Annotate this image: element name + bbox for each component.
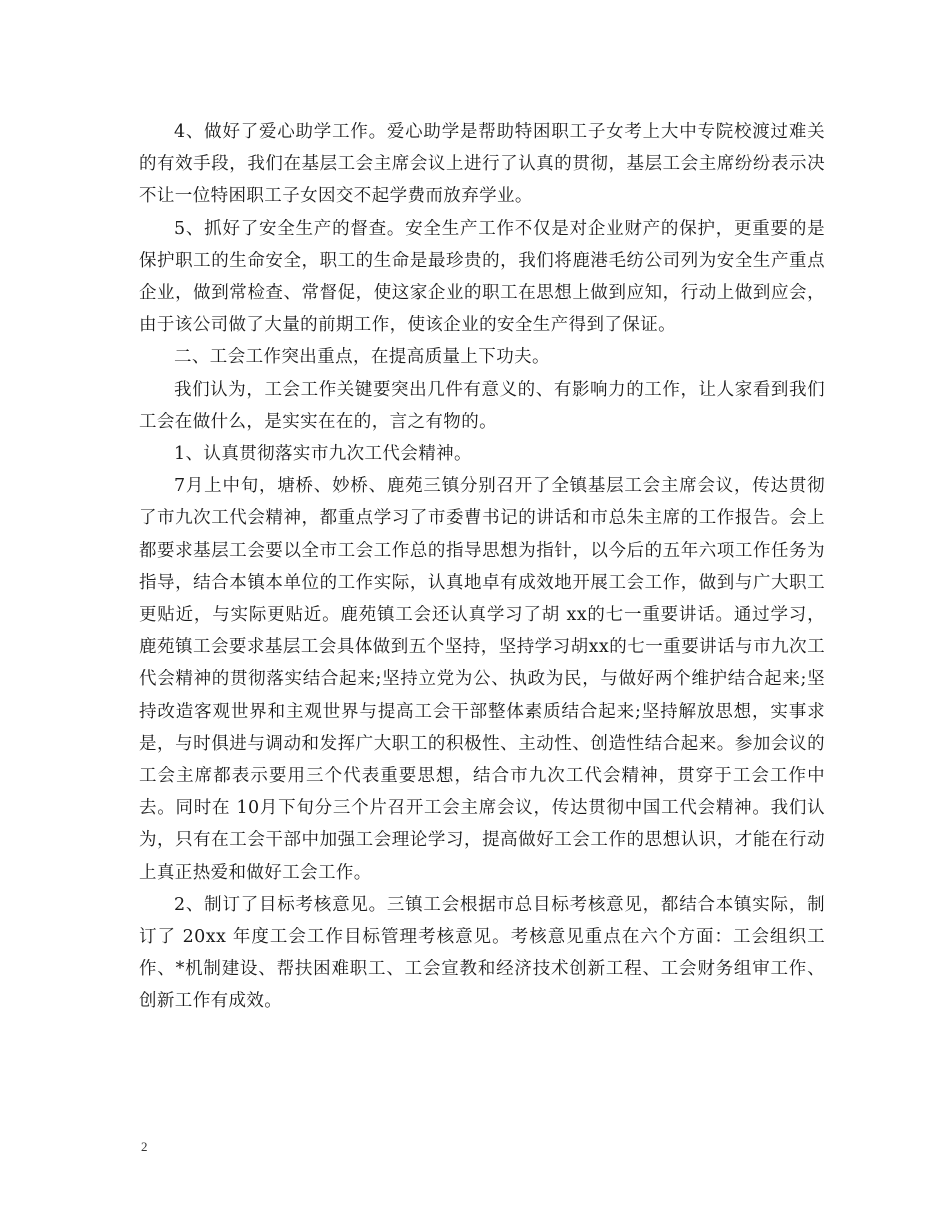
- paragraph-item-congress-spirit: 1、认真贯彻落实市九次工代会精神。: [174, 444, 472, 465]
- paragraph-july-meetings: 7月上中旬，塘桥、妙桥、鹿苑三镇分别召开了全镇基层工会主席会议，传达贯彻了市九次工代会精神，都重点学习了市委曹书记的讲话和市总朱主席的工作报告。会上都要求基层工会要以全市工会工作总的指导思想为指针，以今后的五年六项工作任务为指导，结合本镇本单位的工作实际，认真地卓有成效地开展工会工作，做到与广大职工更贴近，与实际更贴近。鹿苑镇工会还认真学习了胡 xx的七一重要讲话。通过学习，鹿苑镇工会要求基层工会具体做到五个坚持，坚持学习胡xx的七一重要讲话与市九次工代会精神的贯彻落实结合起来;坚持立党为公、执政为民，与做好两个维护结合起来;坚持改造客观世界和主观世界与提高工会干部整体素质结合起来;坚持解放思想，实事求是，与时俱进与调动和发挥广大职工的积极性、主动性、创造性结合起来。参加会议的工会主席都表示要用三个代表重要思想，结合市九次工代会精神，贯穿于工会工作中去。同时在 10月下旬分三个片召开工会主席会议，传达贯彻中国工代会精神。我们认为，只有在工会干部中加强工会理论学习，提高做好工会工作的思想认识，才能在行动上真正热爱和做好工会工作。: [139, 476, 825, 883]
- page-number: 2: [141, 1139, 148, 1154]
- section-heading-key-work: 二、工会工作突出重点，在提高质量上下功夫。: [174, 347, 550, 368]
- paragraph-student-aid: 4、做好了爱心助学工作。爱心助学是帮助特困职工子女考上大中专院校渡过难关的有效手段，我们在基层工会主席会议上进行了认真的贯彻，基层工会主席纷纷表示决不让一位特困职工子女因交不起学费而放弃学业。: [139, 122, 825, 207]
- document-body: [139, 116, 825, 1018]
- paragraph-key-work-intro: 我们认为，工会工作关键要突出几件有意义的、有影响力的工作，让人家看到我们工会在做什么，是实实在在的，言之有物的。: [139, 379, 825, 432]
- paragraph-safety-supervision: 5、抓好了安全生产的督查。安全生产工作不仅是对企业财产的保护，更重要的是保护职工的生命安全，职工的生命是最珍贵的，我们将鹿港毛纺公司列为安全生产重点企业，做到常检查、常督促，使这家企业的职工在思想上做到应知，行动上做到应会，由于该公司做了大量的前期工作，使该企业的安全生产得到了保证。: [139, 218, 825, 336]
- paragraph-target-assessment: 2、制订了目标考核意见。三镇工会根据市总目标考核意见，都结合本镇实际，制订了 20xx 年度工会工作目标管理考核意见。考核意见重点在六个方面：工会组织工作、*机制建设、帮扶困难职工、工会宣教和经济技术创新工程、工会财务组审工作、创新工作有成效。: [139, 894, 825, 1012]
